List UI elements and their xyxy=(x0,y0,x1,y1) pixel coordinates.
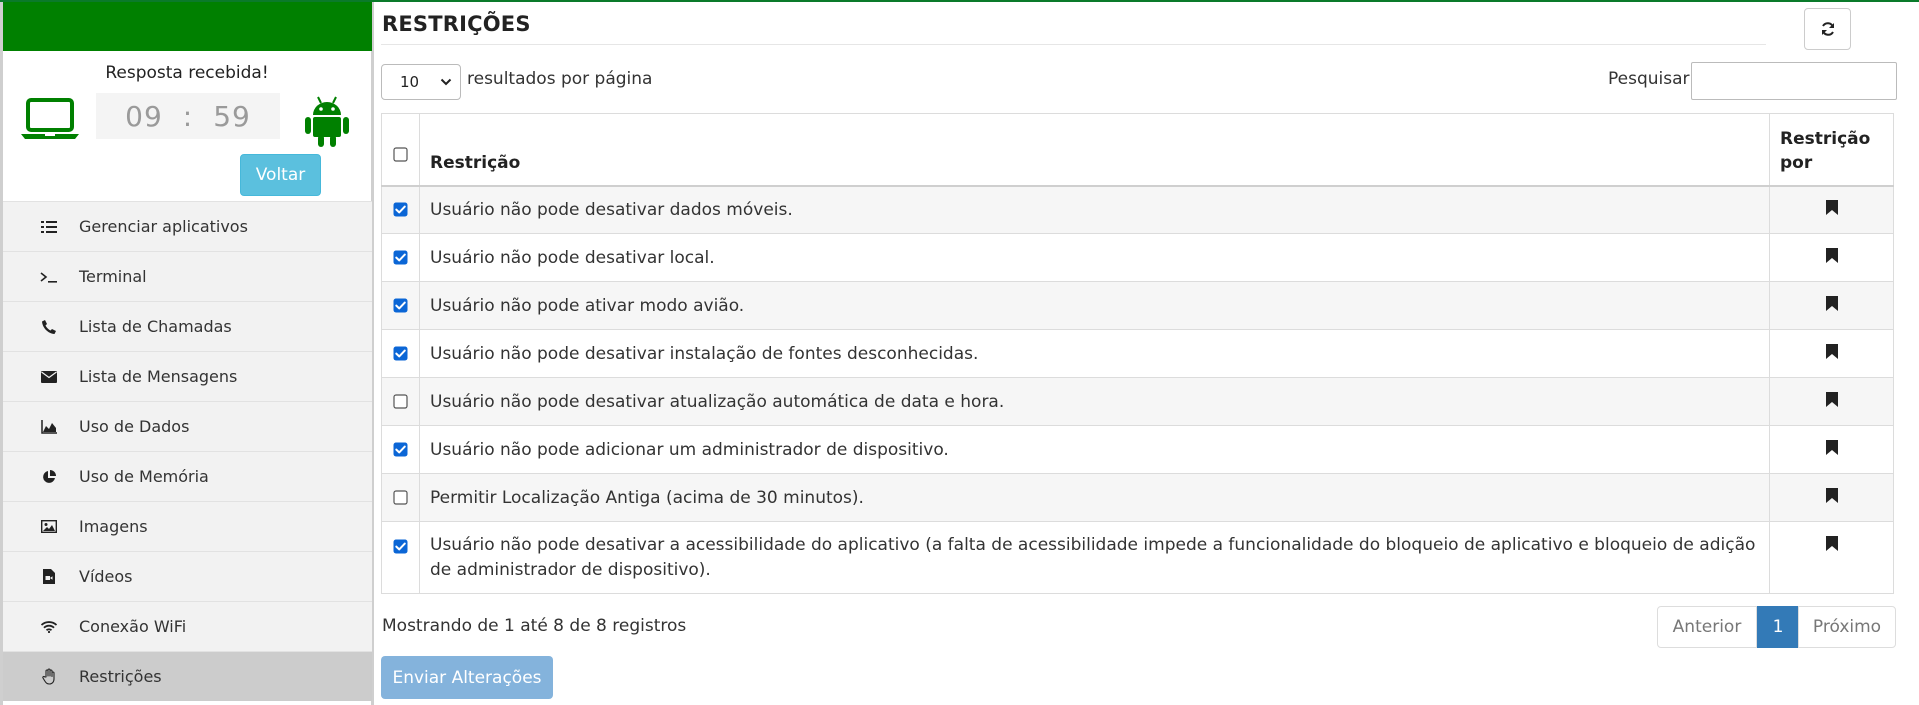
restricted-by-cell xyxy=(1770,522,1894,594)
restriction-text: Usuário não pode desativar a acessibilidade do aplicativo (a falta de acessibilidade impede a funcionalidade do bloqueio de aplicativo e bloqueio de adição de administrador de dispositivo). xyxy=(420,522,1770,594)
pagination-previous[interactable]: Anterior xyxy=(1657,606,1757,648)
table-row xyxy=(382,282,1894,330)
video-file-icon xyxy=(40,568,58,586)
phone-icon xyxy=(40,318,58,336)
sidebar-item-label: Uso de Dados xyxy=(79,417,190,436)
bookmark-icon xyxy=(1826,296,1838,311)
search-input[interactable] xyxy=(1691,62,1897,100)
restriction-text: Usuário não pode ativar modo avião. xyxy=(420,282,1770,330)
sidebar-item-data-usage[interactable] xyxy=(3,401,372,451)
restricted-by-cell xyxy=(1770,186,1894,234)
page-length-value: 10 xyxy=(400,73,420,91)
table-row xyxy=(382,378,1894,426)
sidebar-item-label: Conexão WiFi xyxy=(79,617,187,636)
sidebar-item-label: Gerenciar aplicativos xyxy=(79,217,248,236)
sidebar-item-videos[interactable] xyxy=(3,551,372,601)
restriction-text: Usuário não pode desativar local. xyxy=(420,234,1770,282)
row-checkbox[interactable] xyxy=(393,298,408,313)
restricted-by-cell xyxy=(1770,378,1894,426)
restriction-text: Usuário não pode desativar dados móveis. xyxy=(420,186,1770,234)
restricted-by-cell xyxy=(1770,426,1894,474)
row-checkbox[interactable] xyxy=(393,442,408,457)
pagination xyxy=(1657,606,1896,648)
sidebar-item-label: Terminal xyxy=(79,267,147,286)
restricted-by-cell xyxy=(1770,474,1894,522)
pie-chart-icon xyxy=(40,468,58,486)
back-button[interactable]: Voltar xyxy=(240,154,321,196)
table-row xyxy=(382,426,1894,474)
sidebar xyxy=(0,2,374,705)
terminal-icon xyxy=(40,268,58,286)
sidebar-item-label: Uso de Memória xyxy=(79,467,209,486)
timer-minutes: 09 xyxy=(125,99,163,133)
bookmark-icon xyxy=(1826,488,1838,503)
laptop-icon xyxy=(21,98,79,140)
sidebar-item-label: Lista de Chamadas xyxy=(79,317,232,336)
column-header-restriction[interactable]: Restrição xyxy=(420,114,1770,186)
row-checkbox[interactable] xyxy=(393,346,408,361)
bookmark-icon xyxy=(1826,344,1838,359)
sidebar-item-label: Vídeos xyxy=(79,567,133,586)
list-icon xyxy=(40,218,58,236)
restriction-text: Usuário não pode desativar instalação de fontes desconhecidas. xyxy=(420,330,1770,378)
row-checkbox-cell xyxy=(382,378,420,426)
sidebar-item-manage-apps[interactable] xyxy=(3,201,372,251)
row-checkbox-cell xyxy=(382,426,420,474)
row-checkbox-cell xyxy=(382,330,420,378)
table-row xyxy=(382,474,1894,522)
table-row xyxy=(382,330,1894,378)
bookmark-icon xyxy=(1826,248,1838,263)
refresh-icon xyxy=(1820,21,1836,37)
restricted-by-cell xyxy=(1770,234,1894,282)
select-all-checkbox[interactable] xyxy=(393,147,408,162)
row-checkbox-cell xyxy=(382,474,420,522)
bookmark-icon xyxy=(1826,536,1838,551)
title-divider xyxy=(381,44,1766,45)
sidebar-menu xyxy=(3,201,372,701)
countdown-timer xyxy=(96,93,280,139)
restricted-by-cell xyxy=(1770,282,1894,330)
table-info: Mostrando de 1 até 8 de 8 registros xyxy=(382,616,687,636)
table-header-row xyxy=(382,114,1894,186)
android-icon xyxy=(305,95,349,147)
sidebar-item-label: Imagens xyxy=(79,517,148,536)
search-label: Pesquisar xyxy=(1608,69,1690,89)
restriction-text: Usuário não pode adicionar um administrador de dispositivo. xyxy=(420,426,1770,474)
sidebar-item-memory-usage[interactable] xyxy=(3,451,372,501)
sidebar-item-call-list[interactable] xyxy=(3,301,372,351)
row-checkbox-cell xyxy=(382,282,420,330)
timer-seconds: 59 xyxy=(213,99,251,133)
table-row xyxy=(382,234,1894,282)
row-checkbox-cell xyxy=(382,186,420,234)
pagination-page-1[interactable]: 1 xyxy=(1757,606,1799,648)
area-chart-icon xyxy=(40,418,58,436)
row-checkbox[interactable] xyxy=(393,394,408,409)
connection-status: Resposta recebida! xyxy=(105,63,269,83)
bookmark-icon xyxy=(1826,440,1838,455)
submit-changes-button[interactable]: Enviar Alterações xyxy=(381,656,553,699)
pagination-next[interactable]: Próximo xyxy=(1798,606,1896,648)
main-content xyxy=(381,2,1919,705)
sidebar-header-bar xyxy=(3,2,372,51)
chevron-down-icon xyxy=(440,76,452,88)
sidebar-item-label: Lista de Mensagens xyxy=(79,367,238,386)
page-title: RESTRIÇÕES xyxy=(382,12,531,36)
timer-separator: : xyxy=(182,99,194,133)
bookmark-icon xyxy=(1826,200,1838,215)
sidebar-item-restrictions[interactable] xyxy=(3,651,372,701)
row-checkbox[interactable] xyxy=(393,250,408,265)
row-checkbox[interactable] xyxy=(393,202,408,217)
row-checkbox[interactable] xyxy=(393,539,408,554)
sidebar-item-wifi[interactable] xyxy=(3,601,372,651)
column-header-restricted-by[interactable]: Restrição por xyxy=(1770,114,1894,186)
hand-icon xyxy=(40,668,58,686)
envelope-icon xyxy=(40,368,58,386)
select-all-cell xyxy=(382,114,420,186)
restrictions-table xyxy=(381,113,1894,594)
sidebar-item-label: Restrições xyxy=(79,667,162,686)
wifi-icon xyxy=(40,618,58,636)
restriction-text: Permitir Localização Antiga (acima de 30 minutos). xyxy=(420,474,1770,522)
table-row xyxy=(382,522,1894,594)
page-length-label: resultados por página xyxy=(467,69,653,89)
table-row xyxy=(382,186,1894,234)
bookmark-icon xyxy=(1826,392,1838,407)
row-checkbox-cell xyxy=(382,522,420,594)
sidebar-item-terminal[interactable] xyxy=(3,251,372,301)
restricted-by-cell xyxy=(1770,330,1894,378)
sidebar-item-images[interactable] xyxy=(3,501,372,551)
image-icon xyxy=(40,518,58,536)
refresh-button[interactable] xyxy=(1804,8,1851,50)
row-checkbox[interactable] xyxy=(393,490,408,505)
row-checkbox-cell xyxy=(382,234,420,282)
restriction-text: Usuário não pode desativar atualização automática de data e hora. xyxy=(420,378,1770,426)
page-length-select[interactable] xyxy=(381,64,461,100)
sidebar-item-message-list[interactable] xyxy=(3,351,372,401)
